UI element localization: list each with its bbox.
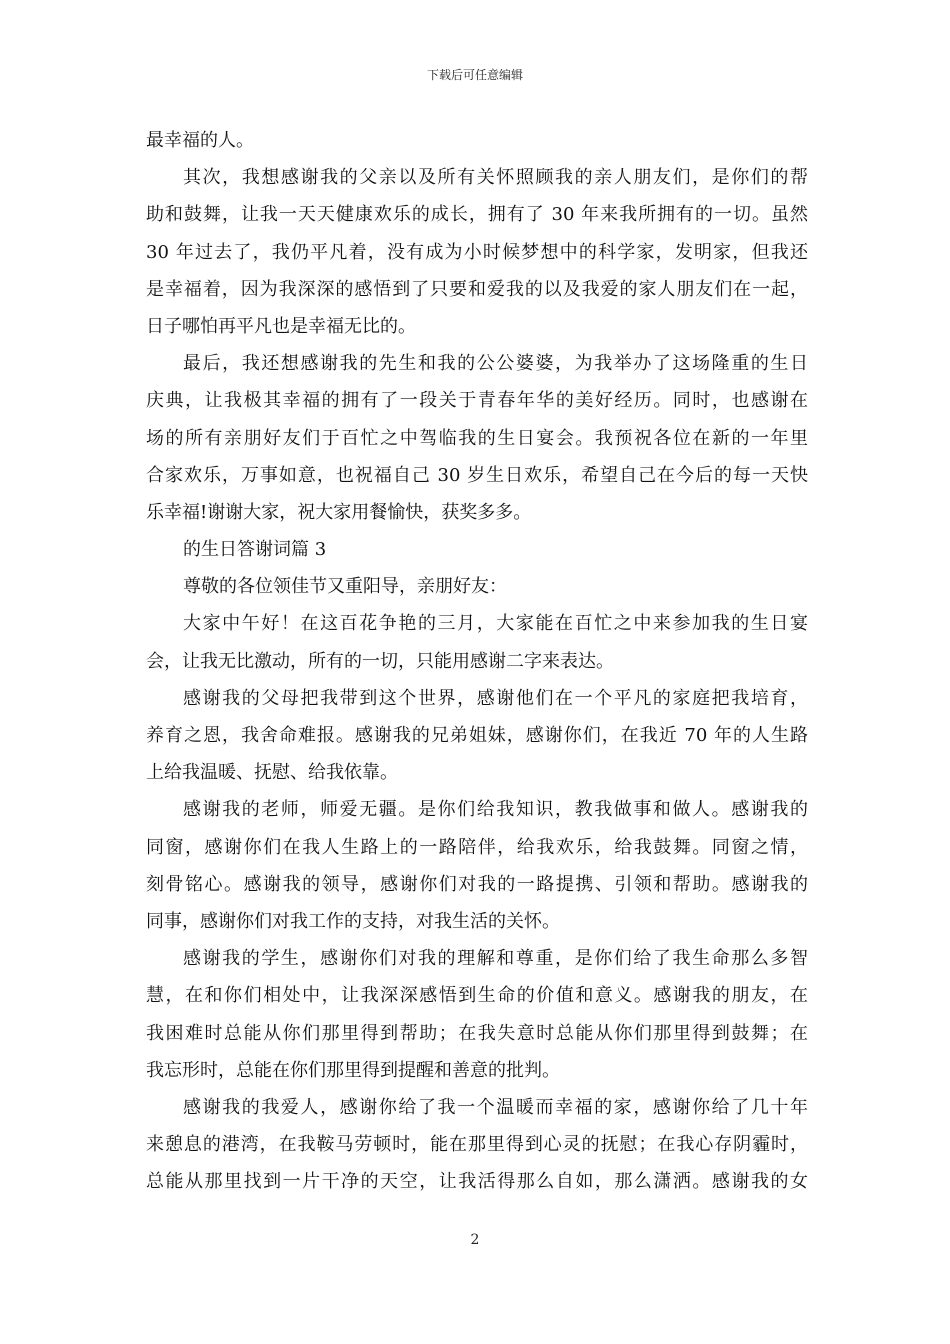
document-body [146, 122, 808, 1200]
text-line: 最后，我还想感谢我的先生和我的公公婆婆，为我举办了这场隆重的生日 [183, 353, 808, 375]
text-line: 的生日答谢词篇 3 [183, 539, 327, 561]
text-line: 助和鼓舞，让我一天天健康欢乐的成长，拥有了 30 年来我所拥有的一切。虽然 [146, 204, 808, 226]
text-line: 同事，感谢你们对我工作的支持，对我生活的关怀。 [146, 910, 560, 932]
text-line: 我困难时总能从你们那里得到帮助；在我失意时总能从你们那里得到鼓舞；在 [146, 1022, 808, 1044]
text-line: 感谢我的我爱人，感谢你给了我一个温暖而幸福的家，感谢你给了几十年 [183, 1096, 808, 1118]
page-number: 2 [470, 1232, 480, 1248]
text-line: 其次，我想感谢我的父亲以及所有关怀照顾我的亲人朋友们，是你们的帮 [183, 167, 808, 189]
text-line: 合家欢乐，万事如意，也祝福自己 30 岁生日欢乐，希望自己在今后的每一天快 [146, 464, 808, 486]
text-line: 上给我温暖、抚慰、给我依靠。 [146, 762, 398, 784]
text-line: 同窗，感谢你们在我人生路上的一路陪伴，给我欢乐，给我鼓舞。同窗之情， [146, 836, 808, 858]
text-line: 庆典，让我极其幸福的拥有了一段关于青春年华的美好经历。同时，也感谢在 [146, 390, 808, 412]
text-line: 乐幸福!谢谢大家，祝大家用餐愉快，获奖多多。 [146, 501, 532, 523]
text-line: 我忘形时，总能在你们那里得到提醒和善意的批判。 [146, 1059, 560, 1081]
text-line: 30 年过去了，我仍平凡着，没有成为小时候梦想中的科学家，发明家，但我还 [146, 241, 808, 263]
text-line: 感谢我的老师，师爱无疆。是你们给我知识，教我做事和做人。感谢我的 [183, 799, 808, 821]
text-line: 总能从那里找到一片干净的天空，让我活得那么自如，那么潇洒。感谢我的女 [146, 1171, 808, 1193]
text-line: 养育之恩，我舍命难报。感谢我的兄弟姐妹，感谢你们，在我近 70 年的人生路 [146, 725, 808, 746]
text-line: 感谢我的父母把我带到这个世界，感谢他们在一个平凡的家庭把我培育， [183, 687, 808, 709]
text-line: 来憩息的港湾，在我鞍马劳顿时，能在那里得到心灵的抚慰；在我心存阴霾时， [146, 1134, 808, 1156]
text-line: 大家中午好！在这百花争艳的三月，大家能在百忙之中来参加我的生日宴 [183, 613, 808, 635]
text-line: 慧，在和你们相处中，让我深深感悟到生命的价值和意义。感谢我的朋友，在 [146, 985, 808, 1007]
text-line: 最幸福的人。 [146, 130, 254, 151]
text-line: 日子哪怕再平凡也是幸福无比的。 [146, 315, 416, 337]
text-line: 刻骨铭心。感谢我的领导，感谢你们对我的一路提携、引领和帮助。感谢我的 [146, 873, 808, 895]
text-line: 感谢我的学生，感谢你们对我的理解和尊重，是你们给了我生命那么多智 [183, 948, 808, 970]
text-line: 尊敬的各位领佳节又重阳导，亲朋好友： [183, 576, 507, 598]
text-line: 场的所有亲朋好友们于百忙之中驾临我的生日宴会。我预祝各位在新的一年里 [146, 427, 808, 449]
text-line: 会，让我无比激动，所有的一切，只能用感谢二字来表达。 [146, 650, 614, 672]
text-line: 是幸福着，因为我深深的感悟到了只要和爱我的以及我爱的家人朋友们在一起， [146, 278, 808, 300]
page-header: 下载后可任意编辑 [426, 68, 523, 82]
